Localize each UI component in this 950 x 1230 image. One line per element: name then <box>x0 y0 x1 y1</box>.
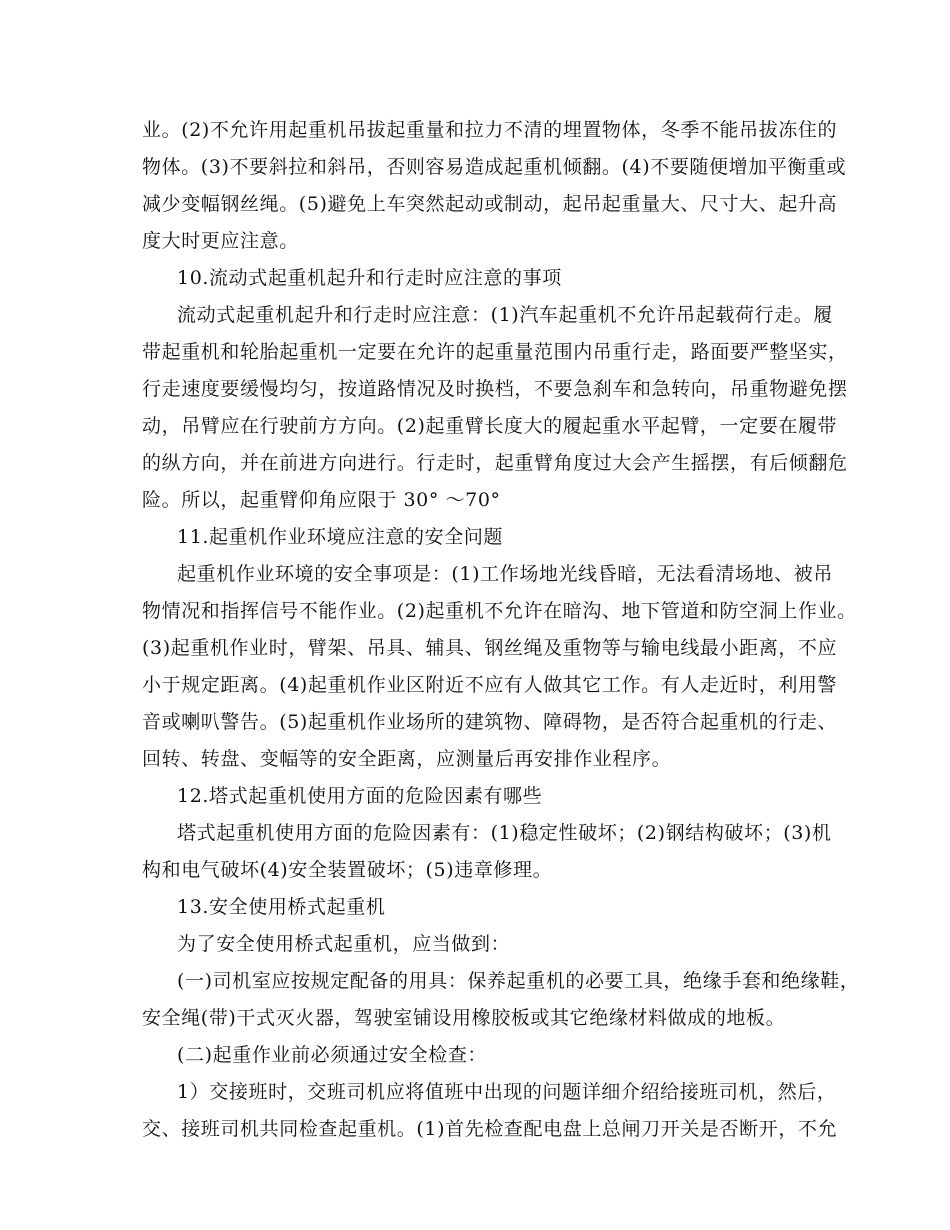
text-line: 的纵方向，并在前进方向进行。行走时，起重臂角度过大会产生摇摆，有后倾翻危 <box>142 452 848 474</box>
text-line: 为了安全使用桥式起重机，应当做到： <box>177 933 511 955</box>
text-line: 带起重机和轮胎起重机一定要在允许的起重量范围内吊重行走，路面要严整坚实， <box>142 341 848 363</box>
text-line: 减少变幅钢丝绳。(5)避免上车突然起动或制动，起吊起重量大、尺寸大、起升高 <box>142 193 838 215</box>
text-line: 音或喇叭警告。(5)起重机作业场所的建筑物、障碍物，是否符合起重机的行走、 <box>142 711 838 733</box>
section-heading: 10.流动式起重机起升和行走时应注意的事项 <box>177 267 562 289</box>
text-line: 行走速度要缓慢均匀，按道路情况及时换档，不要急刹车和急转向，吊重物避免摆 <box>142 378 848 400</box>
section-heading: 11.起重机作业环境应注意的安全问题 <box>177 526 504 548</box>
text-line: 度大时更应注意。 <box>142 230 299 252</box>
text-line: (一)司机室应按规定配备的用具：保养起重机的必要工具，绝缘手套和绝缘鞋， <box>177 970 860 992</box>
text-line: 交、接班司机共同检查起重机。(1)首先检查配电盘上总闸刀开关是否断开，不允 <box>142 1118 838 1140</box>
text-line: 回转、转盘、变幅等的安全距离，应测量后再安排作业程序。 <box>142 748 672 770</box>
text-line: 动，吊臂应在行驶前方方向。(2)起重臂长度大的履起重水平起臂，一定要在履带 <box>142 415 838 437</box>
text-line: 起重机作业环境的安全事项是：(1)工作场地光线昏暗，无法看清场地、被吊 <box>177 563 833 585</box>
section-heading: 13.安全使用桥式起重机 <box>177 896 386 918</box>
text-line: (3)起重机作业时，臂架、吊具、辅具、钢丝绳及重物等与输电线最小距离，不应 <box>142 637 838 659</box>
text-line: 险。所以，起重臂仰角应限于 30° ～70° <box>142 489 501 511</box>
text-line: 流动式起重机起升和行走时应注意：(1)汽车起重机不允许吊起载荷行走。履 <box>177 304 833 326</box>
text-line: (二)起重作业前必须通过安全检查： <box>177 1044 488 1066</box>
text-line: 塔式起重机使用方面的危险因素有：(1)稳定性破坏；(2)钢结构破坏；(3)机 <box>177 822 832 844</box>
text-line: 物情况和指挥信号不能作业。(2)起重机不允许在暗沟、地下管道和防空洞上作业。 <box>142 600 857 622</box>
text-line: 业。(2)不允许用起重机吊拔起重量和拉力不清的埋置物体，冬季不能吊拔冻住的 <box>142 119 838 141</box>
text-line: 1）交接班时，交班司机应将值班中出现的问题详细介绍给接班司机，然后， <box>177 1081 837 1103</box>
section-heading: 12.塔式起重机使用方面的危险因素有哪些 <box>177 785 543 807</box>
text-line: 小于规定距离。(4)起重机作业区附近不应有人做其它工作。有人走近时，利用警 <box>142 674 838 696</box>
text-line: 物体。(3)不要斜拉和斜吊，否则容易造成起重机倾翻。(4)不要随便增加平衡重或 <box>142 156 847 178</box>
text-line: 安全绳(带)干式灭火器，驾驶室铺设用橡胶板或其它绝缘材料做成的地板。 <box>142 1007 786 1029</box>
text-line: 构和电气破坏(4)安全装置破坏；(5)违章修理。 <box>142 859 553 881</box>
